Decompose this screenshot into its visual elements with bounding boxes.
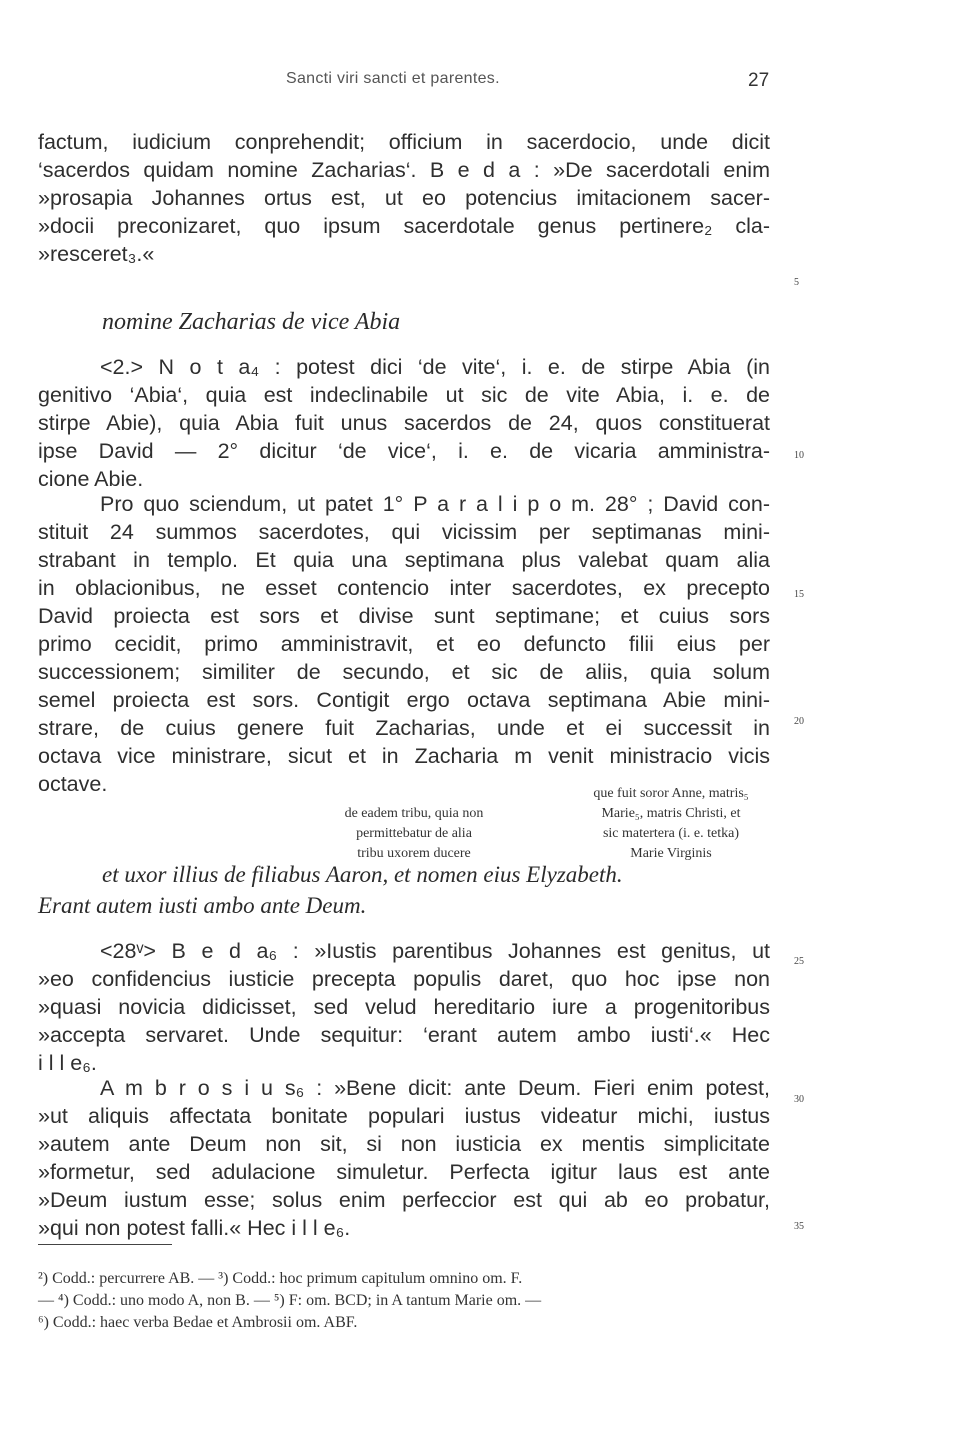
text-line: octava vice ministrare, sicut et in Zacharia m venit ministracio vicis	[38, 744, 770, 768]
text-line: ‘sacerdos quidam nomine Zacharias‘. B e d a : »De sacerdotali enim	[38, 158, 770, 182]
text-line: genitivo ‘Abia‘, quia est indeclinabile ut sic de vite Abia, i. e. de	[38, 383, 770, 407]
paragraph-nota	[38, 353, 770, 493]
paragraph-beda	[38, 937, 770, 1077]
paragraph-ambrosius	[38, 1074, 770, 1242]
line-number: 20	[794, 716, 804, 727]
text-line: A m b r o s i u s₆ : »Bene dicit: ante Deum. Fieri enim potest,	[100, 1076, 770, 1100]
footnote-line: ⁶) Codd.: haec verba Bedae et Ambrosii om. ABF.	[38, 1314, 358, 1331]
gloss-line: permittebatur de alia	[356, 826, 472, 841]
line-number: 5	[794, 277, 799, 288]
text-line: »prosapia Johannes ortus est, ut eo potencius imitacionem sacer-	[38, 186, 770, 210]
text-line: »accepta servaret. Unde sequitur: ‘erant autem ambo iusti‘.« Hec	[38, 1023, 770, 1047]
paragraph-officium	[38, 128, 770, 268]
gloss-right	[556, 784, 786, 864]
text-line: Pro quo sciendum, ut patet 1° P a r a l i p o m. 28° ; David con-	[100, 492, 770, 516]
text-line: ipse David — 2° dicitur ‘de vice‘, i. e. de vicaria amministra-	[38, 439, 770, 463]
text-line: primo cecidit, primo amministravit, et eo defuncto filii eius per	[38, 632, 770, 656]
text-line: David proiecta est sors et divise sunt septimane; et cuius sors	[38, 604, 770, 628]
footnotes	[38, 1268, 770, 1334]
text-line: »qui non potest falli.« Hec i l l e₆.	[38, 1216, 351, 1240]
text-line: »formetur, sed adulacione simuletur. Perfecta igitur laus est ante	[38, 1160, 770, 1184]
footnote-line: ²) Codd.: percurrere AB. — ³) Codd.: hoc primum capitulum omnino om. F.	[38, 1270, 523, 1287]
lemma-erant: Erant autem iusti ambo ante Deum.	[38, 893, 367, 918]
text-line: »autem ante Deum non sit, si non iusticia ex mentis simplicitate	[38, 1132, 770, 1156]
text-line: strabant in templo. Et quia una septimana plus valebat quam alia	[38, 548, 770, 572]
running-title: Sancti viri sancti et parentes.	[286, 70, 500, 87]
text-line: »Deum iustum esse; solus enim perfeccior est qui ab eo probatur,	[38, 1188, 770, 1212]
line-number: 25	[794, 956, 804, 967]
lemma-uxor: et uxor illius de filiabus Aaron, et nomen eius Elyzabeth.	[102, 862, 623, 887]
gloss-line: de eadem tribu, quia non	[344, 806, 484, 821]
lemma-heading: nomine Zacharias de vice Abia	[102, 309, 401, 335]
text-line: <28ᵛ> B e d a₆ : »Iustis parentibus Johannes est genitus, ut	[100, 939, 770, 963]
text-line: factum, iudicium conprehendit; officium in sacerdocio, unde dicit	[38, 130, 770, 154]
line-number: 30	[794, 1094, 804, 1105]
line-number: 15	[794, 589, 804, 600]
text-line: stirpe Abie), quia Abia fuit unus sacerdos de 24, quos constituerat	[38, 411, 770, 435]
text-line: cione Abie.	[38, 467, 144, 491]
gloss-line: tribu uxorem ducere	[357, 846, 471, 861]
text-line: <2.> N o t a₄ : potest dici ‘de vite‘, i. e. de stirpe Abia (in	[100, 355, 770, 379]
text-line: stituit 24 summos sacerdotes, qui vicissim per septimanas mini-	[38, 520, 770, 544]
line-number: 35	[794, 1221, 804, 1232]
gloss-line: que fuit soror Anne, matris₅	[593, 786, 749, 801]
gloss-left	[316, 804, 512, 864]
gloss-line: Marie Virginis	[630, 846, 712, 861]
line-number: 10	[794, 450, 804, 461]
text-line: in oblacionibus, ne esset contencio inter sacerdotes, ex precepto	[38, 576, 770, 600]
text-line: »eo confidencius iusticie precepta populis daret, quo hoc ipse non	[38, 967, 770, 991]
page-number: 27	[748, 70, 770, 91]
text-line: »quasi novicia didicisset, sed velud hereditario iure a progenitoribus	[38, 995, 770, 1019]
paragraph-pro-quo	[38, 490, 770, 798]
text-line: i l l e₆.	[38, 1051, 97, 1075]
gloss-line: Marie₅, matris Christi, et	[601, 806, 741, 821]
text-line: »docii preconizaret, quo ipsum sacerdotale genus pertinere₂ cla-	[38, 214, 770, 238]
footnote-line: — ⁴) Codd.: uno modo A, non B. — ⁵) F: om. BCD; in A tantum Marie om. —	[38, 1292, 542, 1309]
gloss-line: sic matertera (i. e. tetka)	[602, 826, 740, 841]
text-line: successionem; similiter de secundo, et sic de aliis, quia solum	[38, 660, 770, 684]
text-line: »ut aliquis affectata bonitate populari iustus videatur michi, iustus	[38, 1104, 770, 1128]
footnote-divider	[38, 1244, 172, 1245]
text-line: octave.	[38, 772, 108, 796]
text-line: semel proiecta est sors. Contigit ergo octava septimana Abie mini-	[38, 688, 770, 712]
text-line: »resceret₃.«	[38, 242, 155, 266]
text-line: strare, de cuius genere fuit Zacharias, unde et ei successit in	[38, 716, 770, 740]
